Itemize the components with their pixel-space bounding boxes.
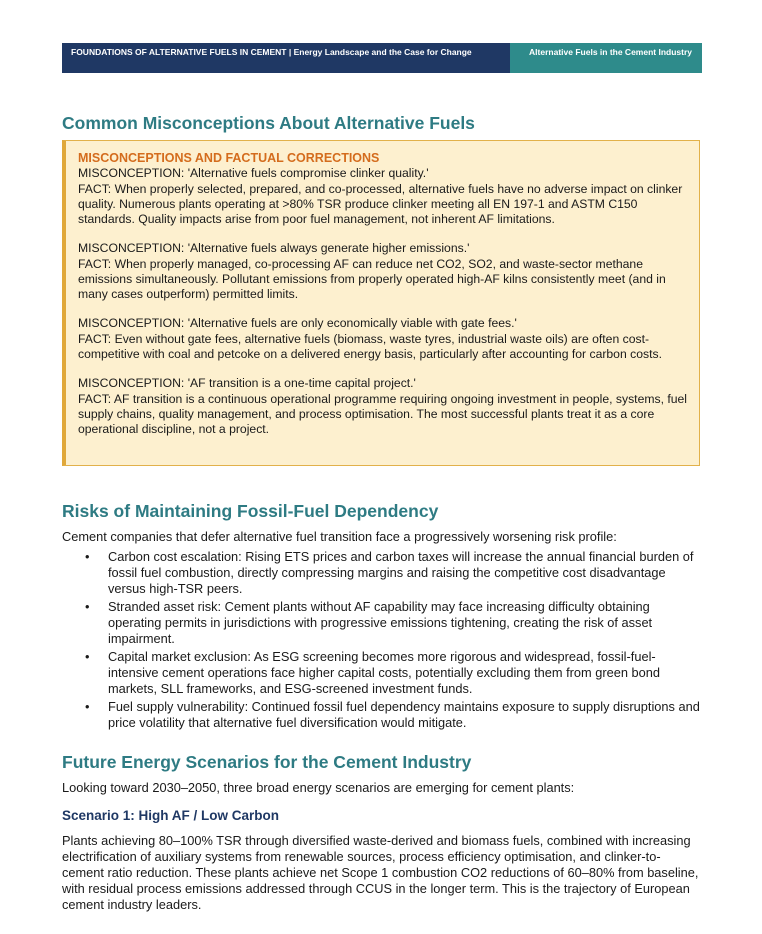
misconception-item: [78, 241, 687, 302]
misconception-text: MISCONCEPTION: 'Alternative fuels compromise clinker quality.': [78, 166, 429, 180]
risk-text: Stranded asset risk: Cement plants without AF capability may face increasing difficulty obtaining operating permits in jurisdictions with progressive emissions tightening, creating the risk of asset impairment.: [108, 599, 653, 646]
header-document-title: FOUNDATIONS OF ALTERNATIVE FUELS IN CEMENT | Energy Landscape and the Case for Change: [62, 43, 510, 73]
list-item: [62, 649, 702, 697]
misconception-item: [78, 166, 687, 227]
misconceptions-heading: Common Misconceptions About Alternative Fuels: [62, 113, 475, 133]
list-item: [62, 549, 702, 597]
fact-text: FACT: When properly selected, prepared, and co-processed, alternative fuels have no adverse impact on clinker quality. Numerous plants operating at >80% TSR produce clinker meeting all EN 197-1 and ASTM C150 standards. Quality impacts arise from poor fuel management, not inherent AF limitations.: [78, 182, 683, 226]
risk-text: Capital market exclusion: As ESG screening becomes more rigorous and widespread, fossil-fuel-intensive cement operations face higher capital costs, potentially excluding them from green bond markets, SLL frameworks, and ESG-screened investment funds.: [108, 649, 661, 696]
list-item: [62, 599, 702, 647]
risk-text: Carbon cost escalation: Rising ETS prices and carbon taxes will increase the annual financial burden of fossil fuel combustion, directly compressing margins and raising the competitive cost disadvantage versus high-TSR peers.: [108, 549, 694, 596]
bullet-icon: •: [85, 699, 90, 714]
risks-intro: Cement companies that defer alternative fuel transition face a progressively worsening risk profile:: [62, 529, 617, 544]
page-header: [62, 43, 702, 73]
misconception-text: MISCONCEPTION: 'Alternative fuels always generate higher emissions.': [78, 241, 470, 255]
header-series-title: Alternative Fuels in the Cement Industry: [510, 43, 702, 73]
misconceptions-callout-box: [62, 140, 700, 466]
risks-heading: Risks of Maintaining Fossil-Fuel Dependency: [62, 501, 439, 521]
fact-text: FACT: AF transition is a continuous operational programme requiring ongoing investment in people, systems, fuel supply chains, quality management, and process optimisation. The most successful plants treat it as a core operational discipline, not a project.: [78, 392, 688, 436]
misconception-text: MISCONCEPTION: 'AF transition is a one-time capital project.': [78, 376, 416, 390]
risk-text: Fuel supply vulnerability: Continued fossil fuel dependency maintains exposure to supply disruptions and price volatility that alternative fuel diversification would mitigate.: [108, 699, 700, 730]
bullet-icon: •: [85, 649, 90, 664]
scenario-1-title: Scenario 1: High AF / Low Carbon: [62, 808, 280, 823]
risks-list: [62, 549, 702, 733]
scenarios-intro: Looking toward 2030–2050, three broad energy scenarios are emerging for cement plants:: [62, 780, 575, 795]
bullet-icon: •: [85, 549, 90, 564]
misconception-text: MISCONCEPTION: 'Alternative fuels are only economically viable with gate fees.': [78, 316, 517, 330]
fact-text: FACT: When properly managed, co-processing AF can reduce net CO2, SO2, and waste-sector methane emissions simultaneously. Pollutant emissions from properly operated high-AF kilns consistently meet (and in many cases outperform) permitted limits.: [78, 257, 666, 301]
scenario-1-text: Plants achieving 80–100% TSR through diversified waste-derived and biomass fuels, combined with increasing electrification of auxiliary systems from renewable sources, process efficiency optimisation, and clinker-to-cement ratio reduction. These plants achieve net Scope 1 combustion CO2 reductions of 60–80% from baseline, with residual process emissions addressed through CCUS in the longer term. This is the trajectory of European cement industry leaders.: [62, 833, 699, 912]
callout-title: MISCONCEPTIONS AND FACTUAL CORRECTIONS: [78, 151, 380, 165]
scenarios-heading: Future Energy Scenarios for the Cement Industry: [62, 752, 472, 772]
bullet-icon: •: [85, 599, 90, 614]
fact-text: FACT: Even without gate fees, alternative fuels (biomass, waste tyres, industrial waste oils) are often cost-competitive with coal and petcoke on a delivered energy basis, particularly after accounting for carbon costs.: [78, 332, 662, 361]
misconception-item: [78, 316, 687, 362]
misconception-item: [78, 376, 687, 437]
list-item: [62, 699, 702, 731]
